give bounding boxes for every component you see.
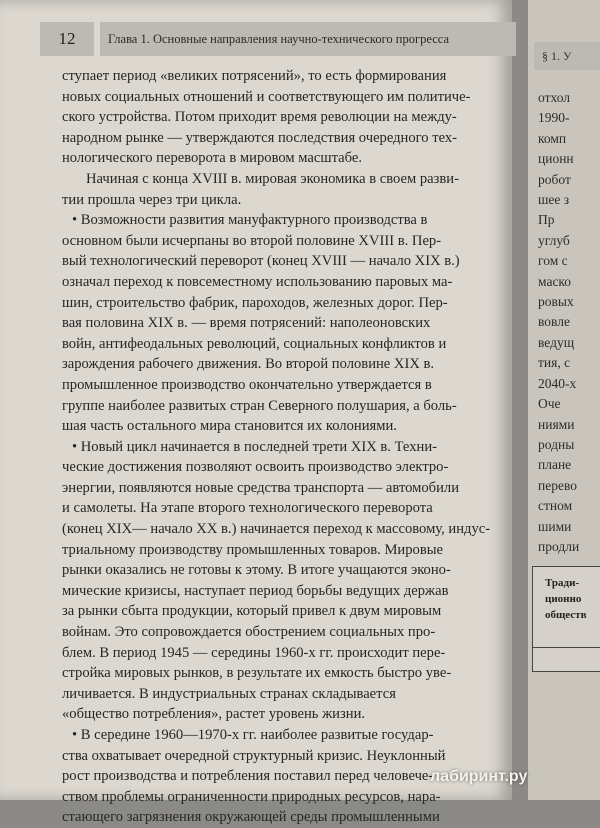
right-page-header: § 1. У bbox=[534, 42, 600, 70]
text-line: за рынки сбыта продукции, который привел к двум мировым bbox=[62, 603, 442, 620]
text-line: нологического переворота в мировом масштабе. bbox=[62, 150, 362, 167]
right-text-line: шими bbox=[538, 518, 572, 534]
right-text-line: плане bbox=[538, 457, 572, 473]
table-heading-line: обществ bbox=[545, 609, 587, 621]
right-text-line: ционн bbox=[538, 151, 574, 167]
right-text-line: гом с bbox=[538, 253, 568, 269]
right-text-line: ведущ bbox=[538, 334, 575, 350]
text-line: ступает период «великих потрясений», то есть формирования bbox=[62, 68, 447, 84]
text-line: войнам. Это сопровождается обострением социальных про- bbox=[62, 624, 436, 641]
page-header bbox=[40, 22, 508, 56]
watermark: лабиринт.ру bbox=[430, 768, 528, 785]
text-line: шая часть остального мира становится их колониями. bbox=[62, 418, 397, 435]
right-text-line: вовле bbox=[538, 314, 570, 330]
text-line: «общество потребления», растет уровень жизни. bbox=[62, 706, 366, 723]
text-line: стающего загрязнения окружающей среды промышленными bbox=[62, 809, 440, 826]
chapter-title: Глава 1. Основные направления научно-технического прогресса bbox=[100, 22, 516, 56]
text-line: тии прошла через три цикла. bbox=[62, 191, 242, 208]
right-page-text bbox=[538, 88, 600, 557]
right-text-line: 1990- bbox=[538, 110, 570, 126]
right-text-line: шее з bbox=[538, 192, 570, 208]
text-line: блем. В период 1945 — середины 1960-х гг. происходит пере- bbox=[62, 644, 446, 661]
text-line: основном были исчерпаны во второй половине XVIII в. Пер- bbox=[62, 232, 442, 249]
right-text-line: маско bbox=[538, 273, 572, 289]
text-line: стройка мировых рынков, в результате их емкость быстро уве- bbox=[62, 665, 452, 682]
text-line: (конец XIX— начало XX в.) начинается переход к массовому, индус- bbox=[62, 521, 491, 538]
right-text-line: ниями bbox=[538, 416, 575, 432]
table-divider bbox=[533, 647, 600, 648]
text-line: • Возможности развития мануфактурного производства в bbox=[72, 212, 428, 229]
text-line: войн, антифеодальных революций, социальных конфликтов и bbox=[62, 335, 447, 352]
right-text-line: Пр bbox=[538, 212, 555, 228]
table-heading-line: Тради- bbox=[545, 577, 580, 589]
text-line: • В середине 1960—1970-х гг. наиболее развитые государ- bbox=[72, 727, 434, 743]
right-text-line: Оче bbox=[538, 396, 561, 412]
text-line: мические кризисы, наступает период борьбы ведущих держав bbox=[62, 582, 449, 599]
text-line: новых социальных отношений и соответствующего им политиче- bbox=[62, 88, 471, 105]
text-line: Начиная с конца XVIII в. мировая экономика в своем разви- bbox=[86, 170, 459, 187]
text-line: • Новый цикл начинается в последней трети XIX в. Техни- bbox=[72, 438, 437, 455]
text-line: ческие достижения позволяют освоить производство электро- bbox=[62, 459, 449, 476]
right-text-line: комп bbox=[538, 130, 567, 146]
text-line: вый технологический переворот (конец XVIII — начало XIX в.) bbox=[62, 253, 460, 270]
text-line: группе наиболее развитых стран Северного полушария, а боль- bbox=[62, 397, 457, 414]
body-text bbox=[62, 66, 502, 828]
text-line: вая половина XIX в. — время потрясений: наполеоновских bbox=[62, 315, 431, 332]
right-text-line: углуб bbox=[538, 232, 570, 248]
right-text-line: ровых bbox=[538, 294, 574, 310]
right-text-line: 2040-х bbox=[538, 375, 577, 391]
text-line: ского устройства. Потом приходит время революции на между- bbox=[62, 109, 457, 126]
text-line: рынки оказались не готовы к этому. В итоге учащаются эконо- bbox=[62, 562, 451, 579]
text-line: и самолеты. На этапе второго технологического переворота bbox=[62, 500, 433, 517]
text-line: энергии, появляются новые средства транспорта — автомобили bbox=[62, 479, 460, 496]
text-line: шин, строительство фабрик, пароходов, железных дорог. Пер- bbox=[62, 294, 448, 311]
text-line: зарождения рабочего движения. Во второй половине XIX в. bbox=[62, 356, 435, 373]
page-number: 12 bbox=[40, 22, 94, 56]
right-table-heading bbox=[533, 567, 600, 623]
text-line: означал переход к повсеместному использованию паровых ма- bbox=[62, 273, 453, 290]
right-text-line: родны bbox=[538, 436, 575, 452]
right-text-line: отхол bbox=[538, 90, 571, 105]
table-heading-line: ционно bbox=[545, 593, 582, 605]
text-line: промышленное производство окончательно утверждается в bbox=[62, 376, 432, 393]
right-page bbox=[528, 0, 600, 800]
text-line: народном рынке — утверждаются последствия очередного тех- bbox=[62, 129, 458, 146]
right-table bbox=[532, 566, 600, 672]
text-line: ством проблемы ограниченности природных ресурсов, нара- bbox=[62, 788, 441, 805]
right-text-line: робот bbox=[538, 171, 571, 187]
text-line: рост производства и потребления поставил перед человече- bbox=[62, 768, 434, 785]
right-text-line: перево bbox=[538, 477, 577, 493]
right-text-line: тия, с bbox=[538, 355, 571, 371]
right-text-line: стном bbox=[538, 498, 573, 514]
text-line: ства охватывает очередной структурный кризис. Неуклонный bbox=[62, 747, 446, 764]
right-text-line: продли bbox=[538, 538, 580, 554]
text-line: личивается. В индустриальных странах складывается bbox=[62, 685, 396, 702]
text-line: триальному производству промышленных товаров. Мировые bbox=[62, 541, 444, 558]
